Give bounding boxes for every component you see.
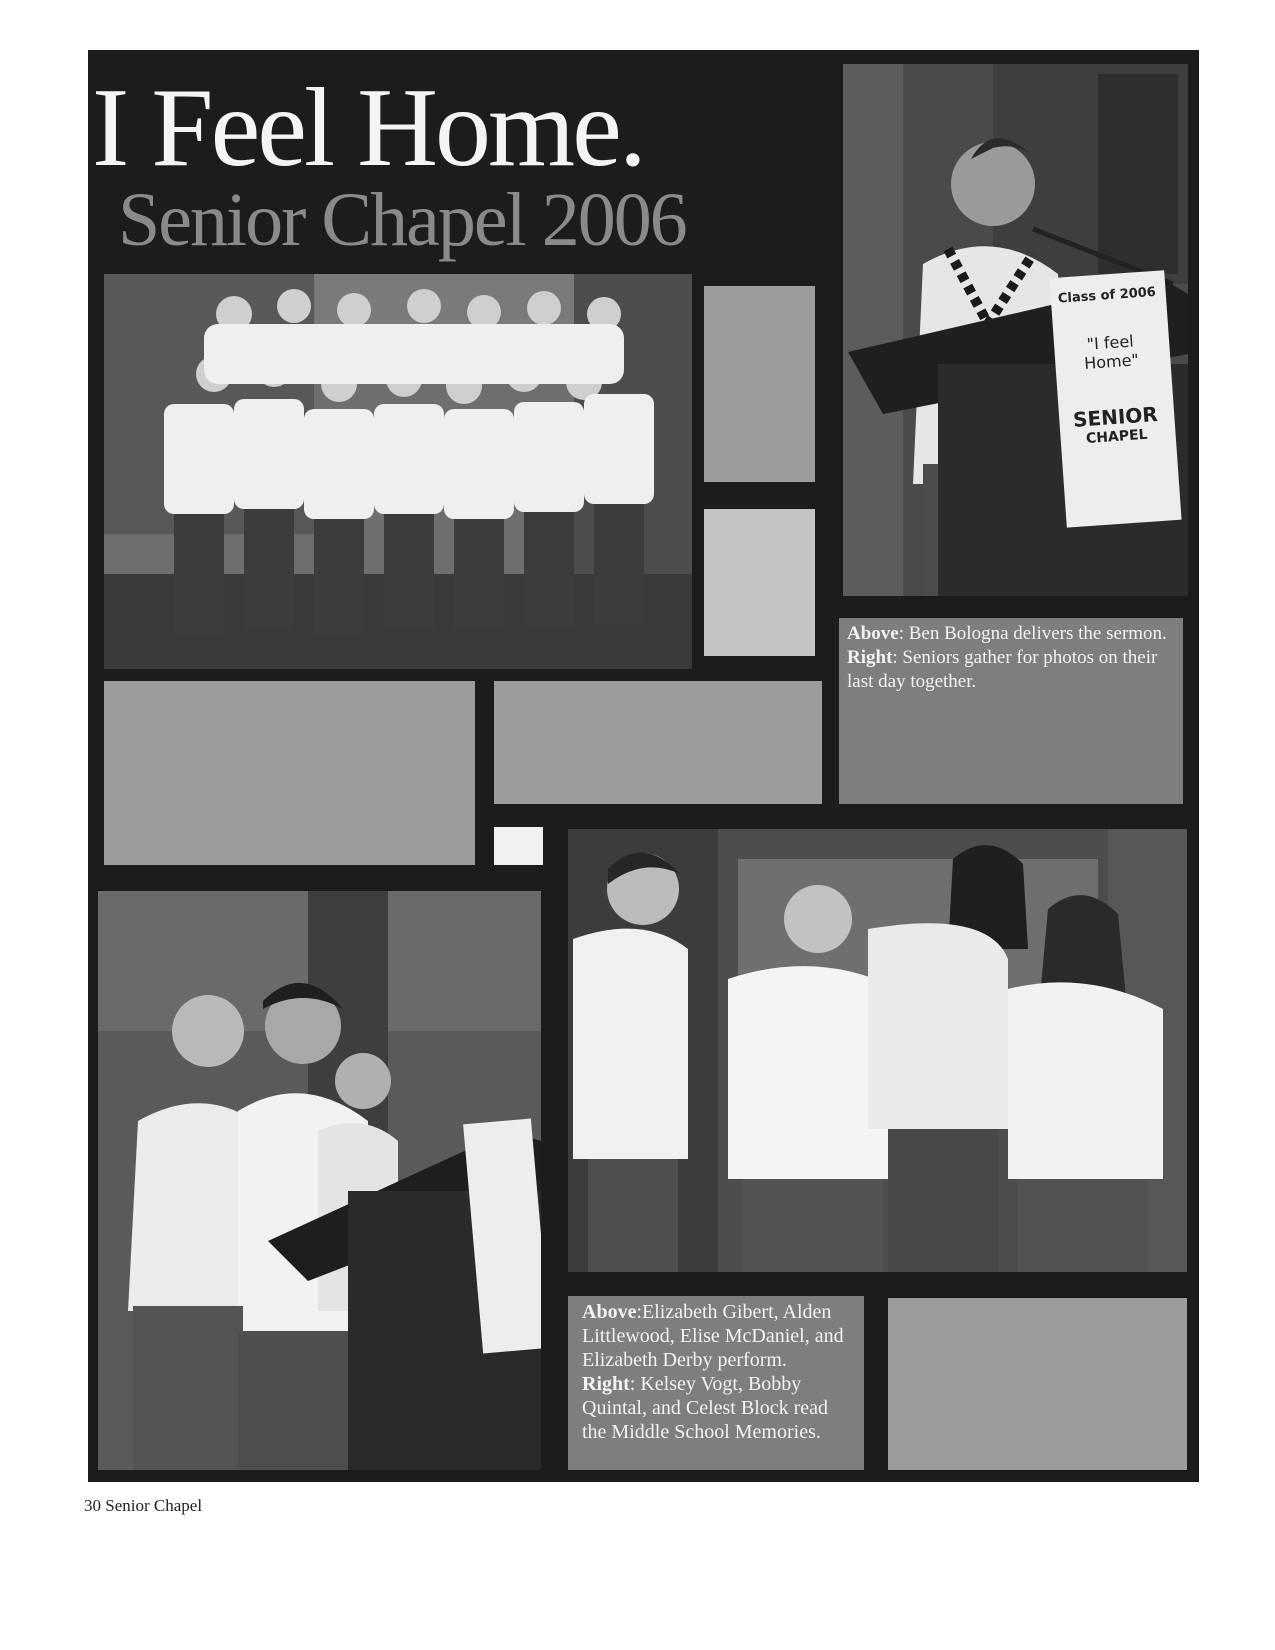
caption-top-right-text: : Seniors gather for photos on their last day together. xyxy=(847,647,1158,692)
sign-line-class: Class of 2006 xyxy=(1057,284,1157,307)
caption-bottom-right-label: Right xyxy=(582,1373,630,1395)
sign-line-chapel: CHAPEL xyxy=(1085,426,1149,448)
page-title: I Feel Home. xyxy=(92,66,644,190)
gray-block-light xyxy=(704,509,815,656)
caption-bottom-above-label: Above xyxy=(582,1301,637,1323)
gray-block-tall xyxy=(704,286,815,482)
caption-box-bottom xyxy=(568,1296,864,1470)
page-subtitle: Senior Chapel 2006 xyxy=(118,178,686,262)
photo-four-performers xyxy=(568,829,1187,1272)
sign-line-home: Home" xyxy=(1083,350,1140,373)
page-number: 30 xyxy=(84,1496,101,1515)
podium-sign xyxy=(1054,279,1174,516)
caption-bottom-above-text: :Elizabeth Gibert, Alden Littlewood, Elise McDaniel, and Elizabeth Derby perform. xyxy=(582,1301,844,1371)
gray-block-center-wide xyxy=(494,681,822,804)
photo-three-at-podium xyxy=(98,891,541,1470)
sign-line-senior: SENIOR xyxy=(1072,402,1159,432)
photo-seniors-group xyxy=(104,274,692,669)
caption-top-above-label: Above xyxy=(847,623,899,644)
caption-bottom-right-text: : Kelsey Vogt, Bobby Quintal, and Celest Block read the Middle School Memories. xyxy=(582,1373,829,1443)
page-folio xyxy=(84,1496,202,1516)
section-name: Senior Chapel xyxy=(105,1496,203,1515)
white-block-small xyxy=(494,827,543,865)
caption-top-right-label: Right xyxy=(847,647,893,668)
caption-box-top xyxy=(839,618,1183,804)
sign-line-ifeel: "I feel xyxy=(1086,331,1135,354)
gray-block-left-wide xyxy=(104,681,475,865)
caption-top-above-text: : Ben Bologna delivers the sermon. xyxy=(898,623,1167,644)
gray-block-bottom-right xyxy=(888,1298,1187,1470)
